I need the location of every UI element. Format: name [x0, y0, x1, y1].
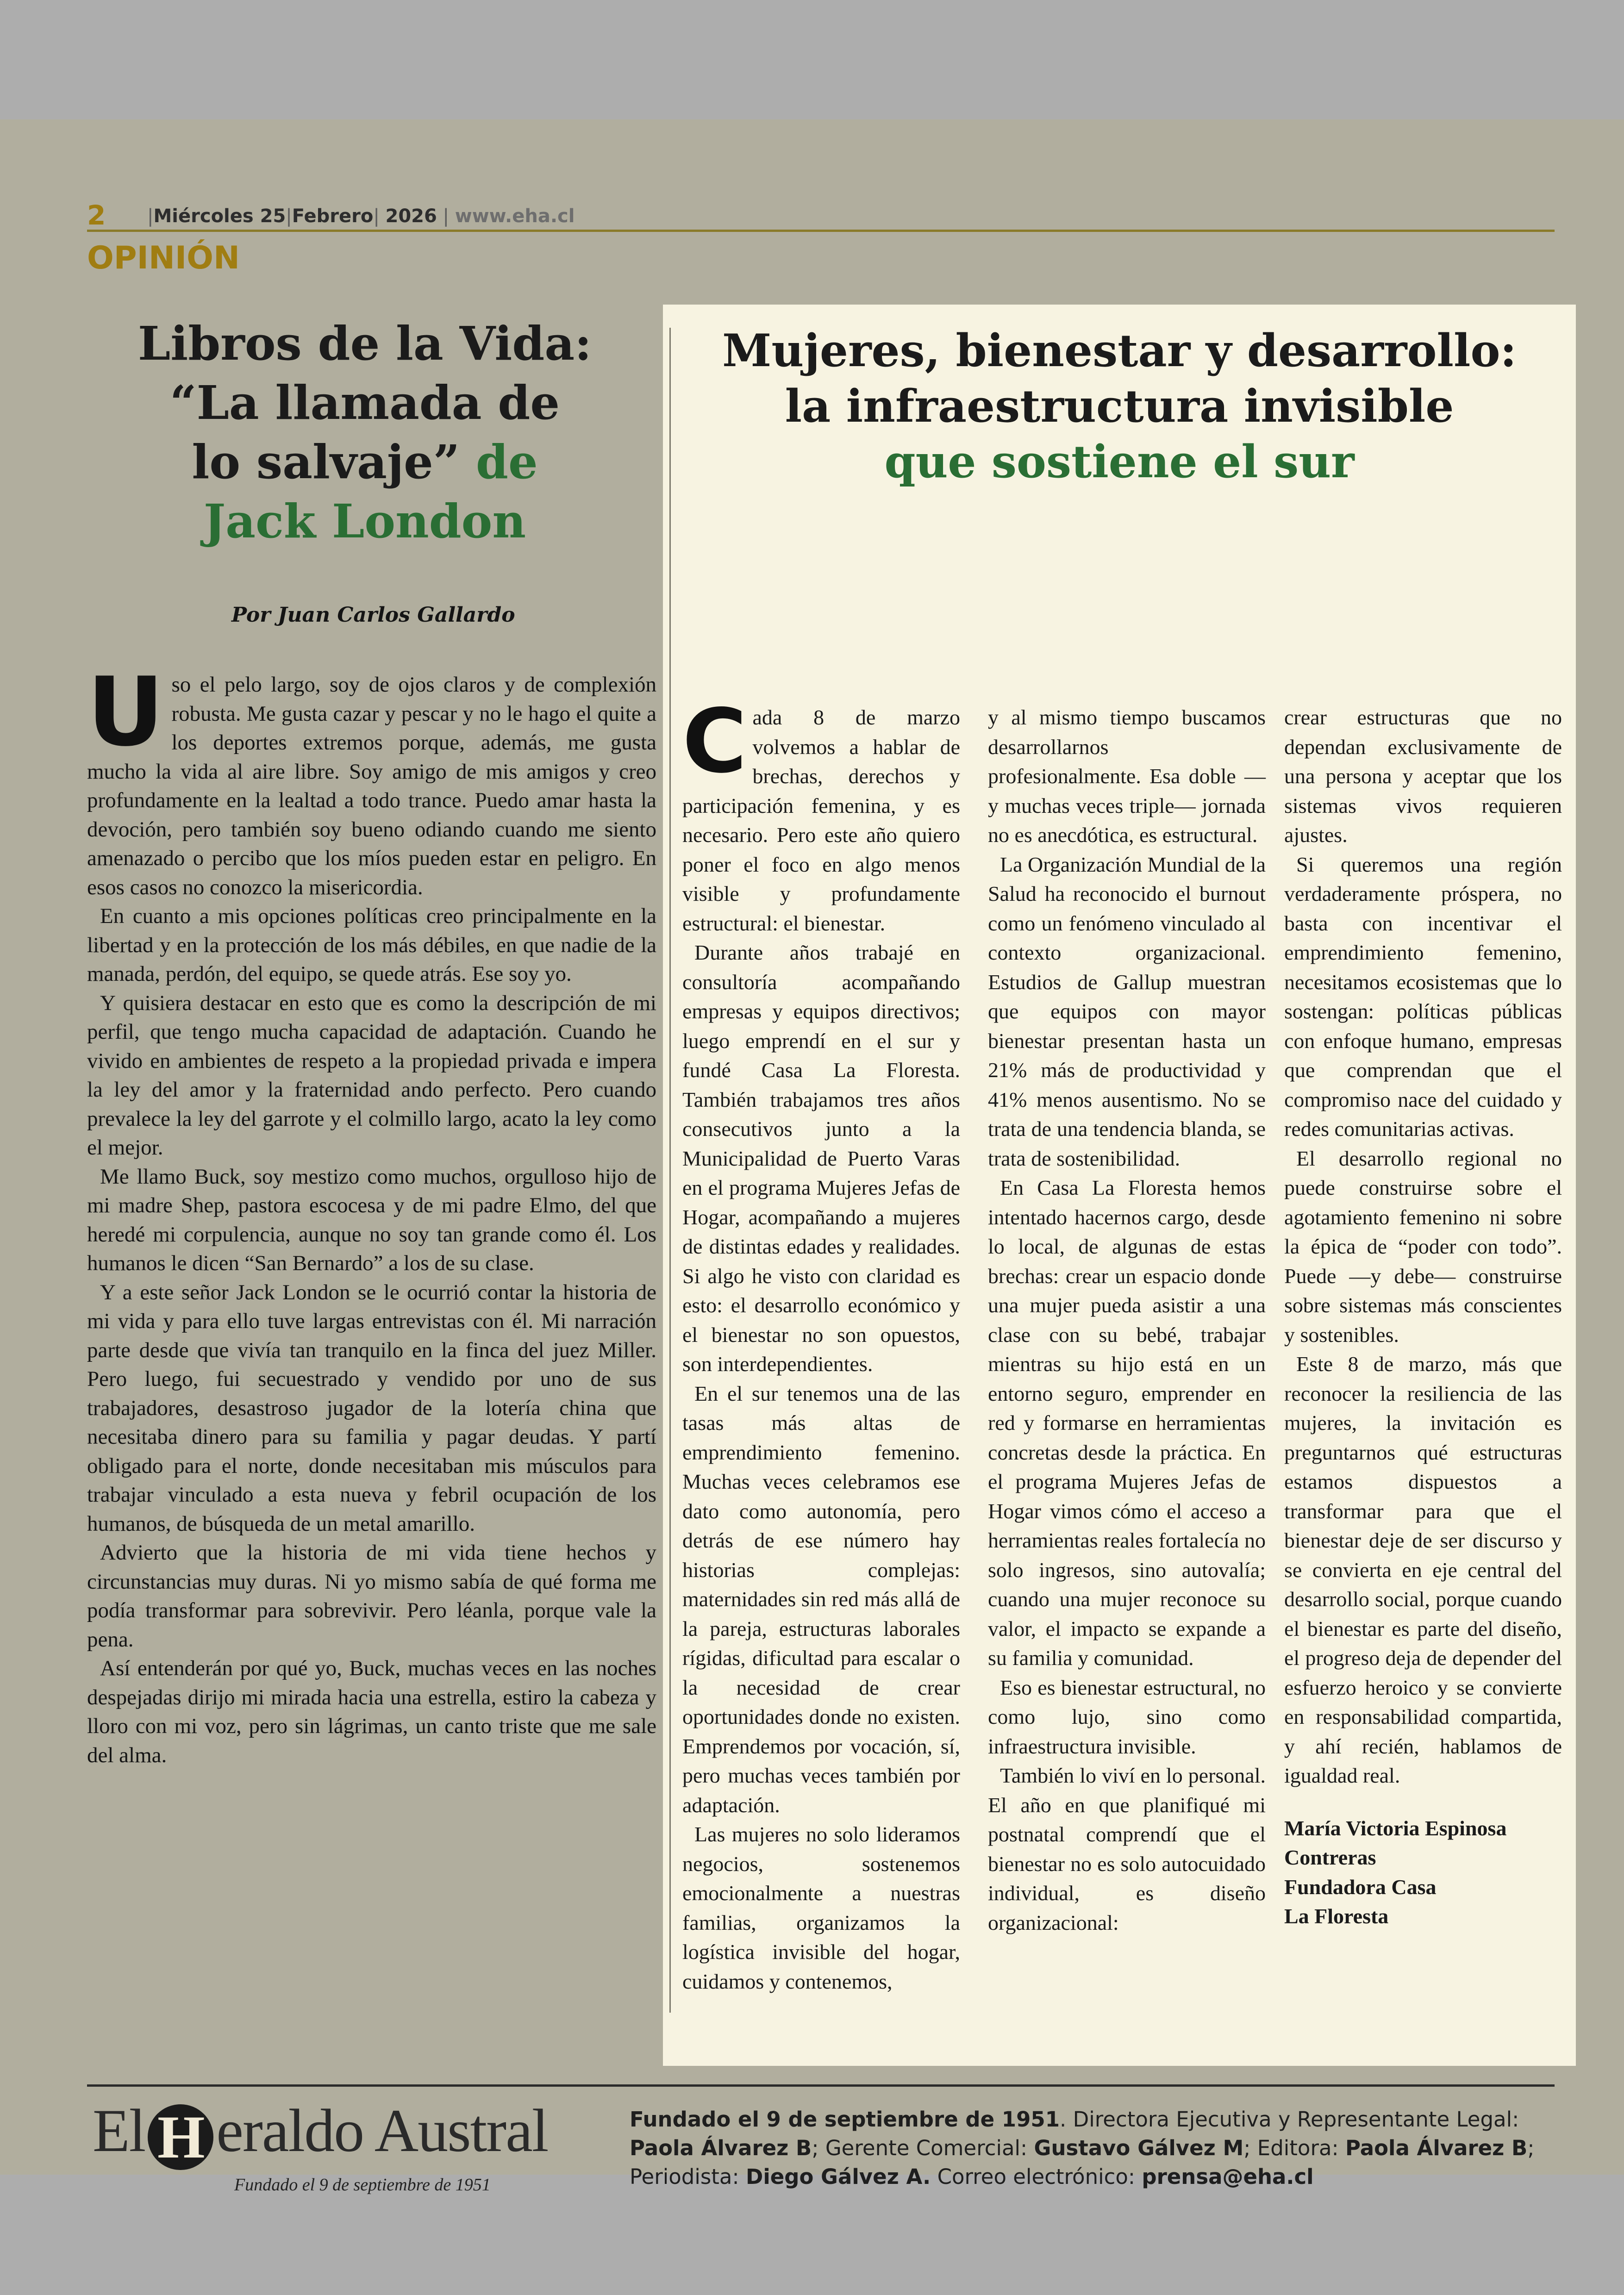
- paragraph: Así entenderán por qué yo, Buck, muchas veces en las noches despejadas dirijo mi mirada hacia una estrella, estiro la cabeza y lloro con mi voz, pero sin lágrimas, un canto triste que me sale del alma.: [87, 1656, 656, 1767]
- newspaper-page: [0, 119, 1624, 2195]
- masthead-info: Fundado el 9 de septiembre de 1951. Directora Ejecutiva y Representante Legal: Paola Álvarez B; Gerente Comercial: Gustavo Gálvez M; Editora: Paola Álvarez B; Periodista: Diego Gálvez A. Correo electrónico: prensa@eha.cl: [630, 2107, 1535, 2189]
- footer-rule: [87, 2084, 1555, 2087]
- article-column-1: [682, 690, 960, 1996]
- paragraph: Las mujeres no solo lideramos negocios, sostenemos emocionalmente a nuestras familias, organizamos la logística invisible del hogar, cuidamos y contenemos,: [682, 1822, 960, 1993]
- paragraph: Cada 8 de marzo volvemos a hablar de brechas, derechos y participación femenina, y es necesario. Pero este año quiero poner el foco en algo menos visible y profundamente estructural: el bienestar.: [682, 690, 960, 935]
- title-author: Jack London: [203, 494, 526, 549]
- page-number: 2: [87, 200, 106, 231]
- paragraph: El desarrollo regional no puede construirse sobre el agotamiento femenino ni sobre la épica de “poder con todo”. Puede —y debe— construirse sobre sistemas más conscientes y sostenibles.: [1284, 1146, 1562, 1347]
- logo-eraldo: eraldo: [216, 2096, 364, 2164]
- title-line: Libros de la Vida:: [137, 316, 592, 371]
- byline: Por Juan Carlos Gallardo: [231, 603, 515, 627]
- title-line: Mujeres, bienestar y desarrollo:: [722, 324, 1517, 377]
- email-link[interactable]: prensa@eha.cl: [1142, 2164, 1314, 2189]
- logo-austral: Austral: [374, 2096, 548, 2164]
- title-line: la infraestructura invisible: [785, 380, 1454, 432]
- paragraph: Durante años trabajé en consultoría acompañando empresas y equipos directivos; luego emprendí en el sur y fundé Casa La Floresta. También trabajamos tres años consecutivos junto a la Municipalidad de Puerto Varas en el programa Mujeres Jefas de Hogar, acompañando a mujeres de distintas edades y realidades. Si algo he visto con claridad es esto: el desarrollo económico y el bienestar no son opuestos, son interdependientes.: [682, 941, 960, 1376]
- paragraph: y al mismo tiempo buscamos desarrollarnos profesionalmente. Esa doble —y muchas veces triple— jornada no es anecdótica, es estructural.: [988, 705, 1266, 847]
- author-signature: María Victoria Espinosa Contreras Fundadora Casa La Floresta: [1284, 1816, 1507, 1928]
- left-article-title: [87, 314, 643, 551]
- paragraph: Y a este señor Jack London se le ocurrió contar la historia de mi vida y para ello tuve largas entrevistas con él. Mi narración parte desde que vivía tan tranquilo en la finca del juez Miller. Pero luego, fui secuestrado y vendido por uno de sus trabajadores, desastroso jugador de la lotería china que necesitaba dinero para su familia y pagar deudas. Y partí obligado para el norte, donde necesitaban mis músculos para trabajar vinculado a esta nueva y febril ocupación de los humanos, de búsqueda de un metal amarillo.: [87, 1280, 656, 1536]
- paragraph: crear estructuras que no dependan exclusivamente de una persona y aceptar que los sistemas vivos requieren ajustes.: [1284, 705, 1562, 847]
- left-article-body: [87, 657, 656, 1770]
- drop-cap: C: [682, 690, 747, 792]
- paragraph: Este 8 de marzo, más que reconocer la resiliencia de las mujeres, la invitación es preguntarnos qué estructuras estamos dispuestos a transformar para que el bienestar deje de ser discurso y se convierta en eje central del desarrollo social, porque cuando el bienestar es parte del diseño, el progreso deja de depender del esfuerzo heroico y se convierte en responsabilidad compartida, y ahí recién, hablamos de igualdad real.: [1284, 1352, 1562, 1787]
- paragraph: También lo viví en lo personal. El año en que planifiqué mi postnatal comprendí que el bienestar no es solo autocuidado individual, es diseño organizacional:: [988, 1764, 1266, 1934]
- drop-cap: U: [87, 657, 164, 767]
- paragraph: Y quisiera destacar en esto que es como la descripción de mi perfil, que tengo mucha capacidad de adaptación. Cuando he vivido en ambientes de respeto a la propiedad privada e impera la ley del amor y la fraternidad ando perfecto. Pero cuando prevalece la ley del garrote y el colmillo largo, acato la ley como el mejor.: [87, 991, 656, 1160]
- paragraph: Eso es bienestar estructural, no como lujo, sino como infraestructura invisible.: [988, 1675, 1266, 1758]
- title-line: lo salvaje”: [192, 435, 460, 489]
- logo-el: El: [93, 2096, 145, 2164]
- paragraph: En cuanto a mis opciones políticas creo principalmente en la libertad y en la protección de los más débiles, en que nadie de la manada, perdón, del equipo, se quede atrás. Ese soy yo.: [87, 904, 656, 986]
- right-article-title: [663, 323, 1576, 490]
- paragraph: Advierto que la historia de mi vida tiene hechos y circunstancias muy duras. Ni yo mismo sabía de qué forma me podía transformar para sobrevivir. Pero léanla, porque vale la pena.: [87, 1540, 656, 1652]
- newspaper-logo: [93, 2095, 602, 2174]
- paragraph: En Casa La Floresta hemos intentado hacernos cargo, desde lo local, de algunas de estas brechas: crear un espacio donde una mujer pueda asistir a una clase con su bebé, trabajar mientras su hijo está en un entorno seguro, emprender en red y formarse en herramientas concretas desde la práctica. En el programa Mujeres Jefas de Hogar vimos cómo el acceso a herramientas reales fortalecía no solo ingresos, sino autovalía; cuando una mujer reconoce su valor, el impacto se expande a su familia y comunidad.: [988, 1176, 1266, 1670]
- paragraph: Si queremos una región verdaderamente próspera, no basta con incentivar el emprendimiento femenino, necesitamos ecosistemas que lo sostengan: políticas públicas con enfoque humano, empresas que comprendan que el compromiso nace del cuidado y redes comunitarias activas.: [1284, 852, 1562, 1141]
- article-column-3: [1284, 703, 1562, 1931]
- header-weekday: Miércoles 25: [153, 206, 286, 227]
- header-month: Febrero: [292, 206, 374, 227]
- page-header: [87, 201, 1555, 232]
- logo-h-emblem: H: [148, 2104, 213, 2170]
- title-line-green: que sostiene el sur: [884, 436, 1355, 488]
- column-divider: [669, 328, 671, 2013]
- title-de: de: [476, 435, 538, 489]
- logo-subtitle: Fundado el 9 de septiembre de 1951: [234, 2175, 491, 2195]
- paragraph: En el sur tenemos una de las tasas más altas de emprendimiento femenino. Muchas veces celebramos ese dato como autonomía, pero detrás de ese número hay historias complejas: maternidades sin red más allá de la pareja, estructuras laborales rígidas, dificultad para escalar o la necesidad de crear oportunidades donde no existen. Emprendemos por vocación, sí, pero muchas veces también por adaptación.: [682, 1381, 960, 1817]
- section-label: OPINIÓN: [87, 240, 240, 276]
- header-website[interactable]: www.eha.cl: [455, 206, 575, 227]
- paragraph: Uso el pelo largo, soy de ojos claros y de complexión robusta. Me gusta cazar y pescar y no le hago el quite a los deportes extremos porque, además, me gusta mucho la vida al aire libre. Soy amigo de mis amigos y creo profundamente en la lealtad a todo trance. Puedo amar hasta la devoción, pero también soy bueno odiando cuando me siento amenazado o percibo que los míos pueden estar en peligro. En esos casos no conozco la misericordia.: [87, 657, 656, 899]
- right-article-box: [663, 305, 1576, 2066]
- title-line: “La llamada de: [170, 375, 560, 430]
- header-date: |Miércoles 25|Febrero| 2026 | www.eha.cl: [147, 206, 575, 227]
- header-year: 2026: [385, 206, 437, 227]
- article-column-2: [988, 703, 1266, 1937]
- paragraph: La Organización Mundial de la Salud ha reconocido el burnout como un fenómeno vinculado al contexto organizacional. Estudios de Gallup muestran que equipos con mayor bienestar presentan hasta un 21% más de productividad y 41% menos ausentismo. No se trata de una tendencia blanda, se trata de sostenibilidad.: [988, 852, 1266, 1170]
- paragraph: Me llamo Buck, soy mestizo como muchos, orgulloso hijo de mi madre Shep, pastora escocesa y de mi padre Elmo, del que heredé mi corpulencia, aunque no soy tan grande como él. Los humanos le dicen “San Bernardo” a los de su clase.: [87, 1164, 656, 1275]
